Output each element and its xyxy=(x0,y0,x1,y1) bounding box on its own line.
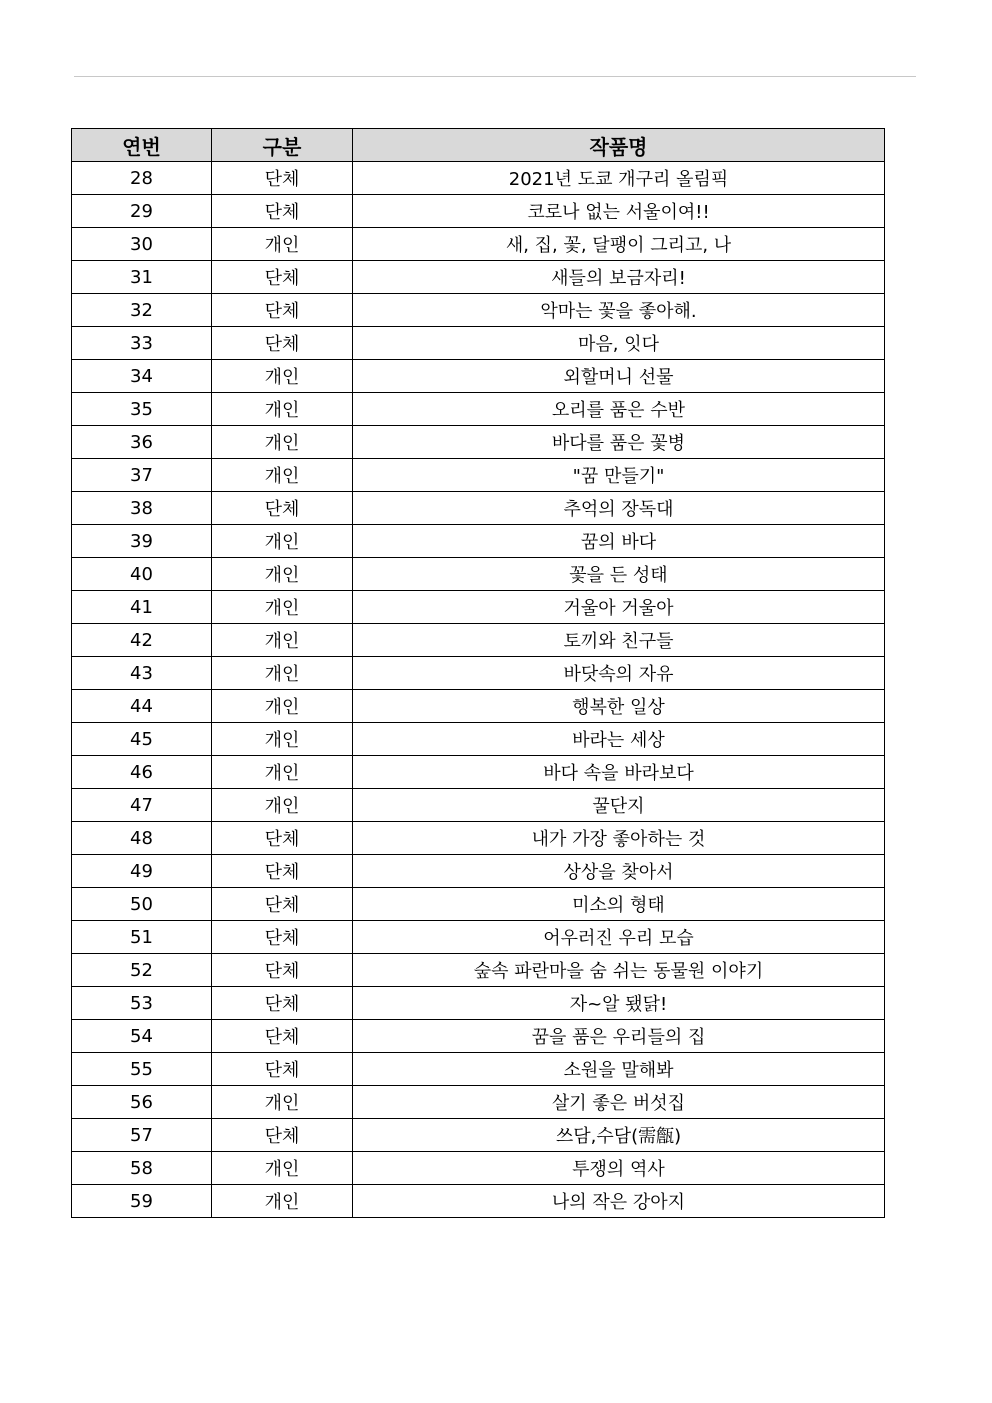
cell-number: 59 xyxy=(72,1185,212,1218)
cell-number: 58 xyxy=(72,1152,212,1185)
table-row xyxy=(72,1086,885,1119)
cell-number: 30 xyxy=(72,228,212,261)
cell-title: 마음, 잇다 xyxy=(353,327,885,360)
cell-title: 꿀단지 xyxy=(353,789,885,822)
table-row xyxy=(72,756,885,789)
cell-title: 숲속 파란마을 숨 쉬는 동물원 이야기 xyxy=(353,954,885,987)
cell-category: 개인 xyxy=(212,690,353,723)
cell-title: 토끼와 친구들 xyxy=(353,624,885,657)
cell-number: 41 xyxy=(72,591,212,624)
cell-category: 개인 xyxy=(212,591,353,624)
cell-title: 어우러진 우리 모습 xyxy=(353,921,885,954)
cell-number: 54 xyxy=(72,1020,212,1053)
cell-category: 개인 xyxy=(212,1086,353,1119)
cell-category: 단체 xyxy=(212,855,353,888)
column-header-category: 구분 xyxy=(212,129,353,162)
cell-number: 33 xyxy=(72,327,212,360)
cell-title: 2021년 도쿄 개구리 올림픽 xyxy=(353,162,885,195)
cell-title: 쓰담,수담(需甔) xyxy=(353,1119,885,1152)
cell-category: 개인 xyxy=(212,657,353,690)
table-row xyxy=(72,855,885,888)
cell-title: 내가 가장 좋아하는 것 xyxy=(353,822,885,855)
table-row xyxy=(72,591,885,624)
works-table xyxy=(71,128,885,1218)
cell-title: 바다를 품은 꽃병 xyxy=(353,426,885,459)
table-row xyxy=(72,822,885,855)
cell-title: 새들의 보금자리! xyxy=(353,261,885,294)
cell-title: 꿈을 품은 우리들의 집 xyxy=(353,1020,885,1053)
table-row xyxy=(72,294,885,327)
cell-title: 악마는 꽃을 좋아해. xyxy=(353,294,885,327)
cell-number: 42 xyxy=(72,624,212,657)
cell-number: 36 xyxy=(72,426,212,459)
cell-number: 53 xyxy=(72,987,212,1020)
cell-title: 상상을 찾아서 xyxy=(353,855,885,888)
table-row xyxy=(72,987,885,1020)
cell-number: 32 xyxy=(72,294,212,327)
table-row xyxy=(72,492,885,525)
cell-number: 29 xyxy=(72,195,212,228)
cell-title: 미소의 형태 xyxy=(353,888,885,921)
cell-number: 57 xyxy=(72,1119,212,1152)
table-row xyxy=(72,690,885,723)
table-row xyxy=(72,657,885,690)
table-row xyxy=(72,459,885,492)
table-row xyxy=(72,162,885,195)
cell-number: 48 xyxy=(72,822,212,855)
table-row xyxy=(72,360,885,393)
table-row xyxy=(72,723,885,756)
cell-category: 개인 xyxy=(212,1185,353,1218)
cell-title: 오리를 품은 수반 xyxy=(353,393,885,426)
table-row xyxy=(72,525,885,558)
cell-category: 단체 xyxy=(212,954,353,987)
cell-category: 단체 xyxy=(212,195,353,228)
cell-title: 행복한 일상 xyxy=(353,690,885,723)
cell-number: 47 xyxy=(72,789,212,822)
cell-number: 40 xyxy=(72,558,212,591)
cell-number: 28 xyxy=(72,162,212,195)
column-header-title: 작품명 xyxy=(353,129,885,162)
cell-category: 단체 xyxy=(212,261,353,294)
cell-number: 46 xyxy=(72,756,212,789)
cell-category: 단체 xyxy=(212,492,353,525)
cell-category: 개인 xyxy=(212,624,353,657)
cell-category: 단체 xyxy=(212,822,353,855)
cell-category: 개인 xyxy=(212,1152,353,1185)
cell-number: 37 xyxy=(72,459,212,492)
cell-title: 바닷속의 자유 xyxy=(353,657,885,690)
cell-number: 55 xyxy=(72,1053,212,1086)
cell-title: 추억의 장독대 xyxy=(353,492,885,525)
cell-category: 개인 xyxy=(212,756,353,789)
cell-number: 39 xyxy=(72,525,212,558)
table-row xyxy=(72,789,885,822)
cell-number: 52 xyxy=(72,954,212,987)
cell-category: 단체 xyxy=(212,987,353,1020)
table-row xyxy=(72,393,885,426)
cell-category: 개인 xyxy=(212,393,353,426)
cell-category: 개인 xyxy=(212,723,353,756)
cell-category: 단체 xyxy=(212,1020,353,1053)
table-row xyxy=(72,261,885,294)
table-row xyxy=(72,228,885,261)
cell-number: 51 xyxy=(72,921,212,954)
cell-category: 개인 xyxy=(212,228,353,261)
cell-title: 꿈의 바다 xyxy=(353,525,885,558)
cell-title: 바라는 세상 xyxy=(353,723,885,756)
cell-number: 56 xyxy=(72,1086,212,1119)
cell-title: 바다 속을 바라보다 xyxy=(353,756,885,789)
table-row xyxy=(72,558,885,591)
table-row xyxy=(72,1053,885,1086)
cell-number: 34 xyxy=(72,360,212,393)
table-row xyxy=(72,327,885,360)
cell-title: 꽃을 든 성태 xyxy=(353,558,885,591)
table-row xyxy=(72,954,885,987)
header-rule xyxy=(74,76,916,77)
table-row xyxy=(72,426,885,459)
table-row xyxy=(72,624,885,657)
table-row xyxy=(72,1185,885,1218)
cell-title: 새, 집, 꽃, 달팽이 그리고, 나 xyxy=(353,228,885,261)
cell-title: 살기 좋은 버섯집 xyxy=(353,1086,885,1119)
cell-category: 개인 xyxy=(212,426,353,459)
column-header-number: 연번 xyxy=(72,129,212,162)
cell-number: 31 xyxy=(72,261,212,294)
table-row xyxy=(72,195,885,228)
cell-category: 단체 xyxy=(212,1053,353,1086)
cell-number: 38 xyxy=(72,492,212,525)
cell-title: "꿈 만들기" xyxy=(353,459,885,492)
cell-number: 49 xyxy=(72,855,212,888)
cell-category: 단체 xyxy=(212,1119,353,1152)
cell-title: 거울아 거울아 xyxy=(353,591,885,624)
table-row xyxy=(72,1020,885,1053)
cell-number: 45 xyxy=(72,723,212,756)
cell-category: 개인 xyxy=(212,558,353,591)
cell-category: 단체 xyxy=(212,162,353,195)
cell-category: 개인 xyxy=(212,525,353,558)
cell-category: 개인 xyxy=(212,789,353,822)
cell-category: 개인 xyxy=(212,459,353,492)
table-row xyxy=(72,921,885,954)
cell-title: 자~알 됐닭! xyxy=(353,987,885,1020)
cell-title: 투쟁의 역사 xyxy=(353,1152,885,1185)
cell-category: 단체 xyxy=(212,921,353,954)
cell-category: 단체 xyxy=(212,294,353,327)
cell-title: 소원을 말해봐 xyxy=(353,1053,885,1086)
cell-number: 44 xyxy=(72,690,212,723)
cell-category: 단체 xyxy=(212,327,353,360)
cell-title: 코로나 없는 서울이여!! xyxy=(353,195,885,228)
table-row xyxy=(72,1119,885,1152)
cell-title: 외할머니 선물 xyxy=(353,360,885,393)
table-header-row xyxy=(72,129,885,162)
cell-number: 35 xyxy=(72,393,212,426)
cell-number: 50 xyxy=(72,888,212,921)
cell-category: 개인 xyxy=(212,360,353,393)
table-row xyxy=(72,1152,885,1185)
cell-number: 43 xyxy=(72,657,212,690)
table-row xyxy=(72,888,885,921)
cell-category: 단체 xyxy=(212,888,353,921)
cell-title: 나의 작은 강아지 xyxy=(353,1185,885,1218)
